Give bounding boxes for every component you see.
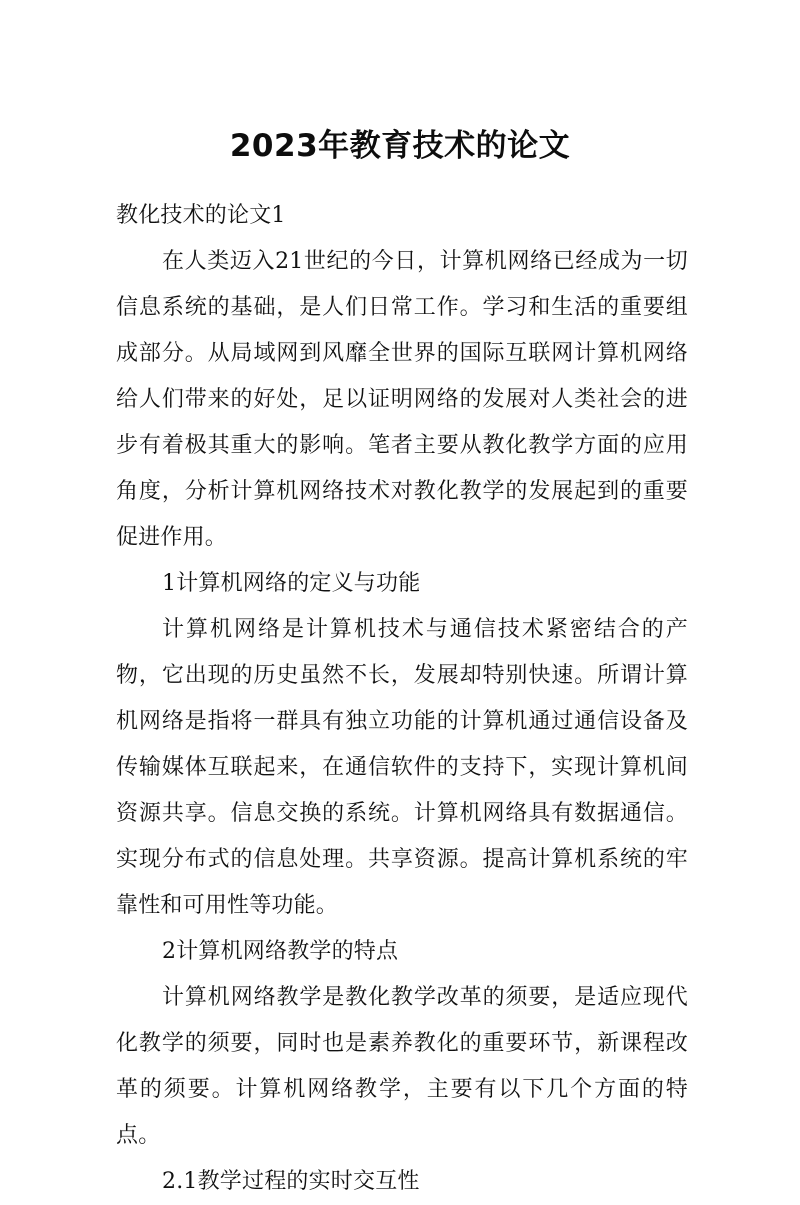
section-heading-1: 1计算机网络的定义与功能 (162, 571, 421, 596)
paragraph-definition: 计算机网络是计算机技术与通信技术紧密结合的产物，它出现的历史虽然不长，发展却特别快速。所谓计算机网络是指将一群具有独立功能的计算机通过通信设备及传输媒体互联起来，在通信软件的支持下，实现计算机间资源共享。信息交换的系统。计算机网络具有数据通信。实现分布式的信息处理。共享资源。提高计算机系统的牢靠性和可用性等功能。 (116, 617, 688, 918)
paragraph-intro: 在人类迈入21世纪的今日，计算机网络已经成为一切信息系统的基础，是人们日常工作。学习和生活的重要组成部分。从局域网到风靡全世界的国际互联网计算机网络给人们带来的好处，足以证明网络的发展对人类社会的进步有着极其重大的影响。笔者主要从教化教学方面的应用角度，分析计算机网络技术对教化教学的发展起到的重要促进作用。 (116, 249, 688, 550)
section-heading-2-1: 2.1教学过程的实时交互性 (162, 1169, 420, 1194)
section-subtitle: 教化技术的论文1 (116, 203, 286, 228)
document-title: 2023年教育技术的论文 (229, 128, 571, 164)
paragraph-features: 计算机网络教学是教化教学改革的须要，是适应现代化教学的须要，同时也是素养教化的重要环节，新课程改革的须要。计算机网络教学，主要有以下几个方面的特点。 (116, 985, 688, 1148)
document-body (116, 193, 688, 1205)
section-heading-2: 2计算机网络教学的特点 (162, 939, 399, 964)
